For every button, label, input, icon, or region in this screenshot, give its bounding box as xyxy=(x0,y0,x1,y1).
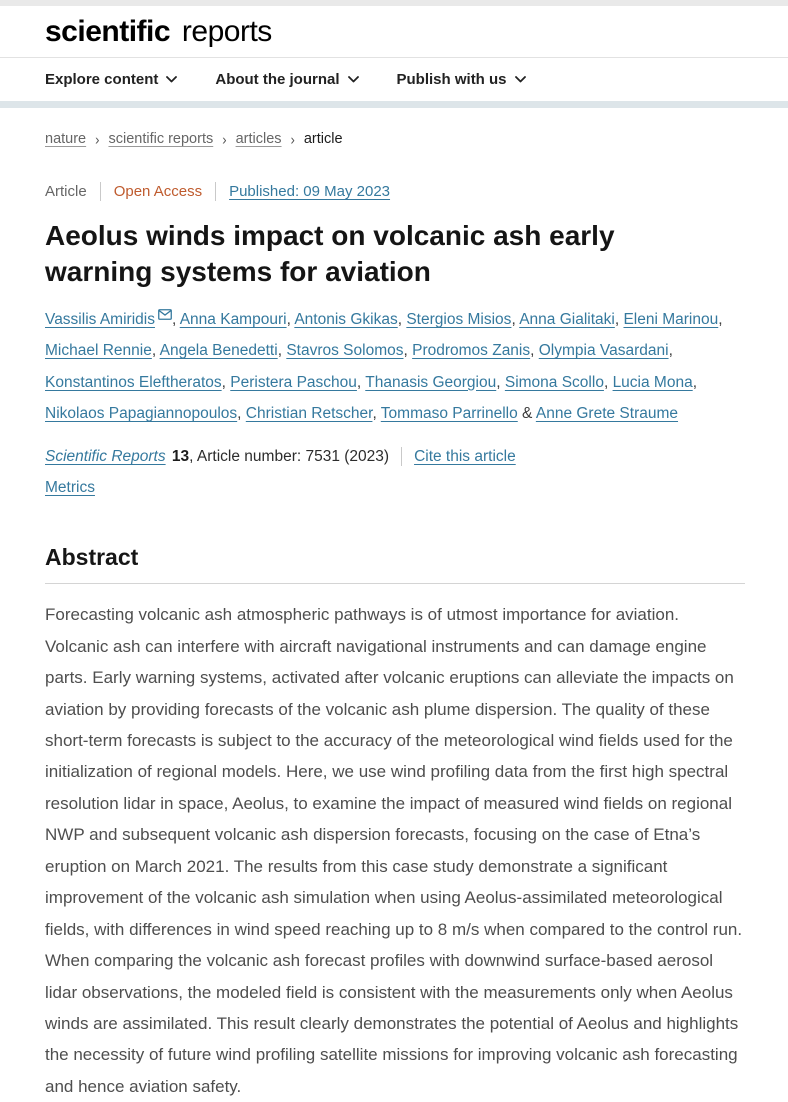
nav-item-label: About the journal xyxy=(215,71,340,88)
chevron-down-icon xyxy=(515,76,526,83)
author-separator: , xyxy=(397,311,407,329)
citation-divider xyxy=(401,447,402,466)
author-link[interactable]: Peristera Paschou xyxy=(230,373,357,391)
published-date-link[interactable]: Published: 09 May 2023 xyxy=(229,183,391,200)
author-link[interactable]: Thanasis Georgiou xyxy=(365,373,497,391)
nav-item-about-the-journal[interactable] xyxy=(215,71,358,88)
article-number-text: , Article number: 7531 (2023) xyxy=(189,447,390,465)
author-separator: , xyxy=(530,342,539,360)
chevron-down-icon xyxy=(348,76,359,83)
author-separator: & xyxy=(517,404,536,422)
chevron-down-icon xyxy=(166,76,177,83)
author-link[interactable]: Antonis Gkikas xyxy=(294,311,398,329)
breadcrumb-link-scientific-reports[interactable]: scientific reports xyxy=(108,131,214,147)
breadcrumb-current: article xyxy=(303,131,343,147)
breadcrumb-link-articles[interactable]: articles xyxy=(235,131,282,147)
author-separator: , xyxy=(718,311,723,329)
author-link[interactable]: Tommaso Parrinello xyxy=(380,404,518,422)
abstract-section xyxy=(45,544,745,1102)
abstract-heading: Abstract xyxy=(45,544,139,571)
author-separator: , xyxy=(151,342,160,360)
author-link[interactable]: Christian Retscher xyxy=(245,404,373,422)
author-link[interactable]: Anne Grete Straume xyxy=(535,404,679,422)
author-separator: , xyxy=(668,342,673,360)
email-icon[interactable] xyxy=(158,309,172,320)
author-separator: , xyxy=(692,373,698,391)
metrics-row xyxy=(45,479,745,497)
nav-item-label: Publish with us xyxy=(396,71,507,88)
author-link[interactable]: Stergios Misios xyxy=(406,311,512,329)
author-link[interactable]: Nikolaos Papagiannopoulos xyxy=(45,404,238,422)
author-separator: , xyxy=(171,311,180,329)
author-link[interactable]: Eleni Marinou xyxy=(623,311,719,329)
masthead xyxy=(0,6,788,57)
author-link[interactable]: Vassilis Amiridis xyxy=(45,311,155,329)
author-separator: , xyxy=(277,342,287,360)
author-link[interactable]: Prodromos Zanis xyxy=(412,342,531,360)
author-link[interactable]: Lucia Mona xyxy=(612,373,693,391)
author-link[interactable]: Anna Kampouri xyxy=(179,311,287,329)
breadcrumb-link-nature[interactable]: nature xyxy=(45,131,87,147)
author-separator: , xyxy=(511,311,520,329)
author-separator: , xyxy=(237,404,246,422)
author-separator: , xyxy=(496,373,505,391)
nav-item-publish-with-us[interactable] xyxy=(397,71,526,88)
article-title: Aeolus winds impact on volcanic ash early warning systems for aviation xyxy=(45,220,615,287)
author-link[interactable]: Michael Rennie xyxy=(45,342,152,360)
open-access-label: Open Access xyxy=(113,183,203,200)
abstract-text: Forecasting volcanic ash atmospheric pathways is of utmost importance for aviation. Volcanic ash can interfere with aircraft navigational instruments and can damage engine parts. Early warning systems, activated after volcanic eruptions can alleviate the impacts on aviation by providing forecasts of the volcanic ash plume dispersion. The quality of these short-term forecasts is subject to the accuracy of the meteorological wind fields used for the initialization of regional models. Here, we use wind profiling data from the first high spectral resolution lidar in space, Aeolus, to examine the impact of measured wind fields on regional NWP and subsequent volcanic ash dispersion forecasts, focusing on the case of Etna’s eruption on March 2021. The results from this case study demonstrate a significant improvement of the volcanic ash simulation when using Aeolus-assimilated meteorological fields, with differences in wind speed reaching up to 8 m/s when compared to the control run. When comparing the volcanic ash forecast profiles with downwind surface-based aerosol lidar observations, the modeled field is consistent with the measurements only when Aeolus winds are assimilated. This result clearly demonstrates the potential of Aeolus and highlights the necessity of future wind profiling satellite missions for improving volcanic ash forecasting and hence aviation safety. xyxy=(45,605,743,1096)
author-link[interactable]: Olympia Vasardani xyxy=(538,342,669,360)
meta-divider xyxy=(215,182,216,201)
breadcrumb xyxy=(45,131,745,147)
primary-nav xyxy=(0,57,788,108)
citation-row xyxy=(45,447,745,466)
chevron-right-icon: › xyxy=(95,130,100,148)
article-type-label: Article xyxy=(45,183,87,200)
article-meta-row xyxy=(45,182,745,201)
author-link[interactable]: Angela Benedetti xyxy=(159,342,278,360)
metrics-link[interactable]: Metrics xyxy=(45,479,95,497)
journal-logo[interactable] xyxy=(45,15,272,49)
volume-number: 13 xyxy=(171,447,190,465)
logo-text-regular: reports xyxy=(181,15,272,48)
author-link[interactable]: Stavros Solomos xyxy=(286,342,404,360)
article-page xyxy=(0,131,788,1102)
chevron-right-icon: › xyxy=(222,130,227,148)
citation-text xyxy=(45,448,389,466)
meta-divider xyxy=(100,182,101,201)
chevron-right-icon: › xyxy=(290,130,295,148)
author-link[interactable]: Anna Gialitaki xyxy=(519,311,615,329)
author-separator: , xyxy=(286,311,295,329)
nav-item-label: Explore content xyxy=(45,71,159,88)
author-link[interactable]: Konstantinos Eleftheratos xyxy=(45,373,222,391)
author-separator: , xyxy=(603,373,613,391)
nav-item-explore-content[interactable] xyxy=(45,71,177,88)
cite-this-article-link[interactable]: Cite this article xyxy=(414,447,516,465)
author-separator: , xyxy=(221,373,231,391)
author-separator: , xyxy=(356,373,366,391)
abstract-divider xyxy=(45,583,745,584)
author-link[interactable]: Simona Scollo xyxy=(504,373,604,391)
author-separator: , xyxy=(372,404,381,422)
logo-text-bold: scientific xyxy=(45,15,171,48)
author-list xyxy=(45,304,745,429)
author-separator: , xyxy=(403,342,413,360)
author-separator: , xyxy=(614,311,624,329)
journal-name-link[interactable]: Scientific Reports xyxy=(45,447,166,465)
